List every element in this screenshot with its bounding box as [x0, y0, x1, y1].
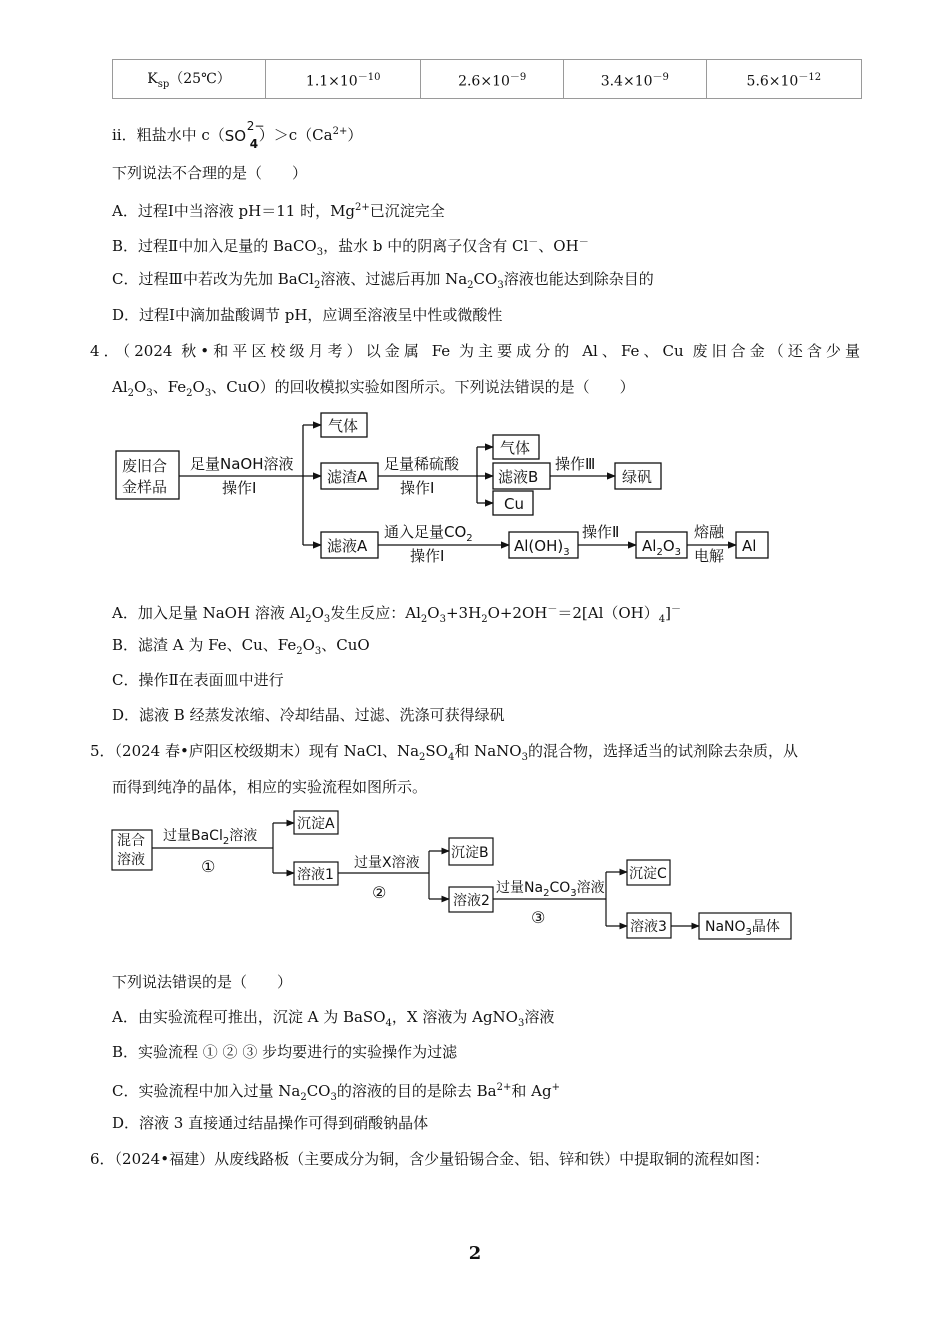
q5-prompt: 下列说法错误的是（ ）: [112, 973, 293, 991]
q5-option-a: A．由实验流程可推出，沉淀 A 为 BaSO$_4$，X 溶液为 AgNO$_3$溶液: [112, 1008, 555, 1029]
ksp-value-cell: $5.6\times 10^{-12}$: [706, 60, 861, 99]
q5-step1-sub: 2: [222, 836, 230, 847]
q5-option-b: B．实验流程 ① ② ③ 步均要进行的实验操作为过滤: [112, 1043, 458, 1061]
al2o3-sub3: 3: [674, 547, 681, 558]
al2o3-al: Al: [642, 537, 657, 555]
page-number: 2: [468, 1243, 482, 1264]
label-circled-3: ③: [531, 908, 546, 927]
label-step5-op: 操作Ⅱ: [582, 523, 620, 541]
label-q5-step1-reagent: [163, 827, 257, 847]
label-q5-step2-reagent: 过量X溶液: [354, 855, 420, 871]
label-nano3-crystal: [705, 918, 780, 938]
label-step3-op: 操作Ⅲ: [555, 455, 596, 473]
label-al: Al: [742, 537, 757, 555]
so4-subscript: 4: [249, 137, 259, 151]
label-ppt-b: 沉淀B: [451, 845, 489, 861]
nano3-main: NaNO: [705, 919, 746, 935]
label-gas-1: 气体: [328, 417, 359, 435]
step4-reagent-sub: 2: [466, 533, 473, 544]
label-sol-2: 溶液2: [453, 893, 490, 909]
label-step4-op: 操作Ⅰ: [410, 547, 445, 565]
so4-charge: 2−: [246, 119, 265, 133]
q3-ii-prefix: ii．粗盐水中 c（: [112, 126, 225, 144]
step4-reagent-main: 通入足量CO: [384, 523, 467, 541]
ksp-label-cell: $K_{sp}(25℃)$: [113, 60, 266, 99]
label-residue-a: 滤渣A: [327, 468, 368, 486]
q5-stem-line2: 而得到纯净的晶体，相应的实验流程如图所示。: [112, 778, 428, 796]
q4-option-c: C．操作Ⅱ在表面皿中进行: [112, 671, 284, 689]
label-filtrate-a: 滤液A: [327, 537, 368, 555]
label-step2-op: 操作Ⅰ: [400, 479, 435, 497]
q4-stem-line1: 4．（2024 秋•和平区校级月考）以金属 Fe 为主要成分的 Al、Fe、Cu 废旧合金（还含少量: [90, 342, 860, 360]
label-sol-3: 溶液3: [630, 919, 667, 935]
q3-option-d: D．过程Ⅰ中滴加盐酸调节 pH，应调至溶液呈中性或微酸性: [112, 306, 503, 324]
q5-step3-na: 过量Na: [496, 880, 544, 896]
q4-option-a: A．加入足量 NaOH 溶液 $Al_2O_3$发生反应：$Al_2O_3+3H_2O+2OH^-=2[Al(OH)_4]^-$: [112, 604, 681, 625]
label-filtrate-b: 滤液B: [498, 468, 539, 486]
label-circled-1: ①: [201, 857, 216, 876]
q5-step1-main: 过量BaCl: [163, 828, 223, 844]
label-green-vitriol: 绿矾: [622, 468, 653, 486]
label-cu: Cu: [504, 495, 524, 513]
q4-option-b: B．滤渣 A 为 Fe、Cu、$Fe_2O_3$、CuO: [112, 636, 370, 657]
q3-prompt: 下列说法不合理的是（ ）: [112, 164, 308, 182]
q5-step1-tail: 溶液: [229, 828, 258, 844]
label-step4-reagent: [384, 523, 473, 544]
label-step2-reagent: 足量稀硫酸: [384, 455, 460, 473]
ksp-value-cell: $1.1\times 10^{-10}$: [266, 60, 421, 99]
label-step6-bottom: 电解: [694, 547, 725, 565]
nano3-sub: 3: [745, 927, 752, 938]
label-step6-top: 熔融: [694, 523, 725, 541]
label-mixed-1: 混合: [117, 833, 145, 849]
q6-stem-line1: 6．（2024•福建）从废线路板（主要成分为铜，含少量铅锡合金、铝、锌和铁）中提取铜的流程如图：: [90, 1150, 770, 1168]
q5-option-c: C．实验流程中加入过量 $Na_2CO_3$的溶液的目的是除去 $Ba^{2+}$和 Ag+: [112, 1082, 560, 1103]
q3-option-a: A．过程Ⅰ中当溶液 pH＝11 时，$Mg^{2+}$已沉淀完全: [112, 202, 445, 220]
q3-ii-suffix: ）$>c(Ca^{2+})$: [258, 126, 363, 144]
q4-option-d: D．滤液 B 经蒸发浓缩、冷却结晶、过滤、洗涤可获得绿矾: [112, 706, 505, 724]
q4-stem-line2: $Al_2O_3$、$Fe_2O_3$、CuO）的回收模拟实验如图所示。下列说法错误的是（ ）: [112, 378, 635, 399]
q5-step3-co: CO: [549, 880, 571, 896]
al2o3-o: O: [662, 537, 675, 555]
aloh3-sub: 3: [563, 547, 570, 558]
label-waste-alloy-1: 废旧合: [122, 457, 168, 475]
label-gas-2: 气体: [500, 439, 531, 457]
label-aloh3: [514, 537, 570, 558]
q3-option-c: C．过程Ⅲ中若改为先加 BaCl$_2$溶液、过滤后再加 $Na_2CO_3$溶液也能达到除杂目的: [112, 270, 654, 291]
label-circled-2: ②: [372, 883, 387, 902]
ksp-value-cell: $3.4\times 10^{-9}$: [563, 60, 706, 99]
q3-option-b: B．过程Ⅱ中加入足量的 BaCO$_3$，盐水 b 中的阴离子仅含有 Cl－、OH－: [112, 237, 589, 258]
label-sol-1: 溶液1: [297, 867, 334, 883]
nano3-tail: 晶体: [751, 919, 780, 935]
q5-option-d: D．溶液 3 直接通过结晶操作可得到硝酸钠晶体: [112, 1114, 429, 1132]
label-step1-op: 操作Ⅰ: [222, 479, 257, 497]
label-ppt-c: 沉淀C: [629, 866, 667, 882]
q5-step3-sub2: 3: [570, 888, 577, 899]
aloh3-main: Al(OH): [514, 537, 564, 555]
label-al2o3: [642, 537, 681, 558]
q5-step3-tail: 溶液: [576, 880, 605, 896]
label-mixed-2: 溶液: [117, 852, 145, 868]
label-waste-alloy-2: 金样品: [122, 478, 168, 496]
label-q5-step3-reagent: [496, 879, 605, 899]
label-ppt-a: 沉淀A: [297, 816, 335, 832]
q5-step3-sub1: 2: [543, 888, 550, 899]
q5-stem-line1: 5．（2024 春•庐阳区校级期末）现有 NaCl、$Na_2SO_4$和 NaNO$_3$的混合物，选择适当的试剂除去杂质，从: [90, 742, 798, 763]
al2o3-sub2: 2: [656, 547, 663, 558]
ksp-value-cell: $2.6\times 10^{-9}$: [421, 60, 564, 99]
label-step1-reagent: 足量NaOH溶液: [190, 455, 294, 473]
so4-base: SO: [224, 127, 247, 145]
